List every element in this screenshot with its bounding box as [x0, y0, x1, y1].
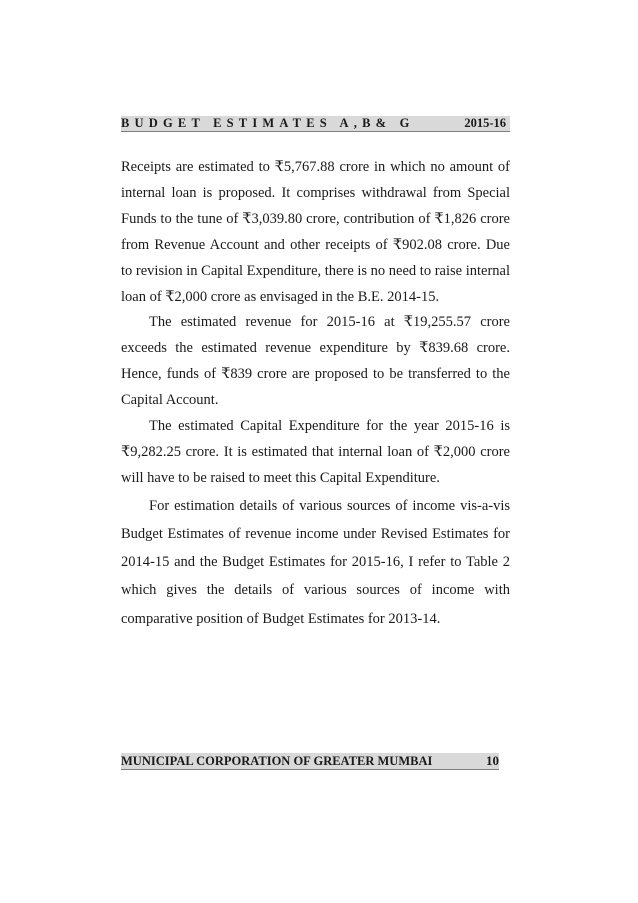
page-number: 10	[486, 753, 499, 768]
body-text	[121, 155, 510, 633]
paragraph-revenue: The estimated revenue for 2015-16 at ₹19,255.57 crore exceeds the estimated revenue expenditure by ₹839.68 crore. Hence, funds of ₹839 crore are proposed to be transferred to the Capital Account.	[121, 314, 510, 409]
organization-name: MUNICIPAL CORPORATION OF GREATER MUMBAI	[121, 754, 433, 768]
document-title: BUDGET ESTIMATES A,B& G	[121, 116, 415, 130]
footer-divider	[121, 769, 499, 770]
header-divider	[121, 131, 510, 132]
paragraph-capital-expenditure: The estimated Capital Expenditure for the year 2015-16 is ₹9,282.25 crore. It is estimated that internal loan of ₹2,000 crore will have to be raised to meet this Capital Expenditure.	[121, 418, 510, 486]
fiscal-year: 2015-16	[464, 116, 506, 130]
page-header	[121, 116, 510, 131]
page-footer	[121, 753, 499, 769]
paragraph-income-sources: For estimation details of various sources of income vis-a-vis Budget Estimates of revenue income under Revised Estimates for 2014-15 and the Budget Estimates for 2015-16, I refer to Table 2 which gives the details of various sources of income with comparative position of Budget Estimates for 2013-14.	[121, 497, 510, 627]
paragraph-receipts: Receipts are estimated to ₹5,767.88 crore in which no amount of internal loan is proposed. It comprises withdrawal from Special Funds to the tune of ₹3,039.80 crore, contribution of ₹1,826 crore from Revenue Account and other receipts of ₹902.08 crore. Due to revision in Capital Expenditure, there is no need to raise internal loan of ₹2,000 crore as envisaged in the B.E. 2014-15.	[121, 159, 510, 305]
